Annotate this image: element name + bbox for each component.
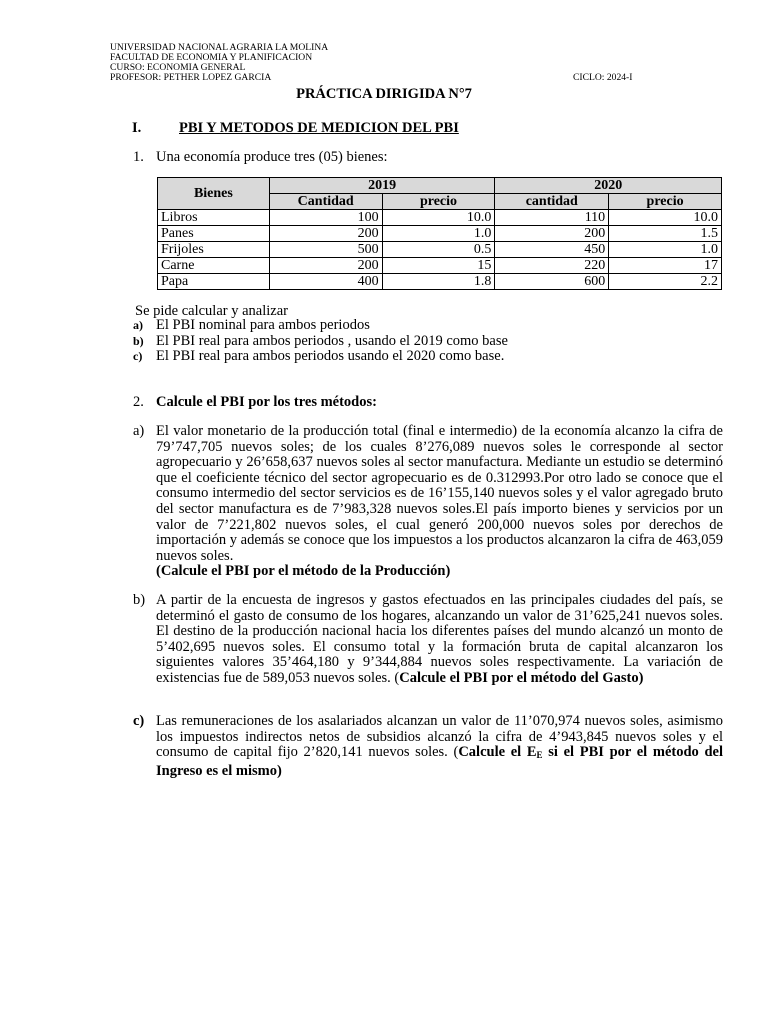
page-title: PRÁCTICA DIRIGIDA N°7 — [296, 86, 472, 102]
question-1-number: 1. — [133, 149, 144, 165]
paragraph-body — [156, 424, 723, 580]
cell-q2020: 600 — [495, 274, 609, 290]
header-precio-2020: precio — [609, 194, 722, 210]
cell-q2020: 200 — [495, 226, 609, 242]
cell-q2019: 400 — [269, 274, 382, 290]
question-2 — [133, 394, 377, 411]
table-header-row — [158, 178, 722, 194]
item-marker: c) — [133, 349, 143, 364]
cell-p2019: 10.0 — [382, 210, 495, 226]
cell-p2019: 0.5 — [382, 242, 495, 258]
cell-p2019: 1.0 — [382, 226, 495, 242]
cell-p2020: 1.0 — [609, 242, 722, 258]
paragraph-text: A partir de la encuesta de ingresos y gastos efectuados en las principales ciudades del país, se determinó el gasto de consumo de los hogares, alcanzando un valor de 31’625,241 nuevos soles. El destino de la producción nacional hacia los diferentes países del mundo alcanzó un monto de 5’402,695 nuevos soles. El consumo total y la formación bruta de capital alcanzaron los siguientes valores 35’464,180 y 9’344,884 nuevos soles respectivamente. La variación de existencias fue de 589,053 nuevos soles. ( — [156, 592, 723, 686]
item-marker: a) — [133, 318, 143, 332]
question-1-items — [133, 318, 508, 365]
goods-table — [157, 177, 722, 290]
cell-q2020: 450 — [495, 242, 609, 258]
question-2-number: 2. — [133, 394, 144, 410]
cell-p2020: 1.5 — [609, 226, 722, 242]
instruction-subscript: E — [536, 750, 543, 761]
cell-good: Frijoles — [158, 242, 270, 258]
question-2c — [133, 714, 723, 779]
question-1-intro: Se pide calcular y analizar — [135, 303, 288, 319]
cell-q2019: 100 — [269, 210, 382, 226]
cell-p2019: 1.8 — [382, 274, 495, 290]
paragraph-text: Las remuneraciones de los asalariados alcanzan un valor de 11’070,974 nuevos soles, asimismo los impuestos indirectos netos de subsidios alcanzó la cifra de 4’943,845 nuevos soles y el consumo de capital fijo 2’820,141 nuevos soles. ( — [156, 713, 723, 761]
item-marker: b) — [133, 592, 146, 608]
list-item — [133, 318, 508, 334]
question-1 — [133, 149, 388, 166]
cell-good: Carne — [158, 258, 270, 274]
header-cantidad-2019: Cantidad — [269, 194, 382, 210]
header-year-2019: 2019 — [269, 178, 495, 194]
item-text: El PBI nominal para ambos periodos — [156, 317, 370, 333]
university-name: UNIVERSIDAD NACIONAL AGRARIA LA MOLINA — [110, 42, 329, 53]
table-row — [158, 274, 722, 290]
header-bienes: Bienes — [158, 178, 270, 210]
question-1-text: Una economía produce tres (05) bienes: — [156, 149, 388, 165]
cell-good: Panes — [158, 226, 270, 242]
section-number: I. — [132, 120, 142, 136]
cycle-label: CICLO: 2024-I — [573, 72, 633, 83]
cell-p2020: 17 — [609, 258, 722, 274]
table-row — [158, 258, 722, 274]
item-marker: a) — [133, 423, 145, 439]
item-text: El PBI real para ambos periodos , usando el 2019 como base — [156, 332, 508, 349]
question-2a — [133, 424, 723, 580]
cell-p2019: 15 — [382, 258, 495, 274]
paragraph-body — [156, 714, 723, 779]
instruction-part-a: Calcule el E — [458, 744, 537, 761]
section-heading — [132, 120, 459, 137]
cell-p2020: 2.2 — [609, 274, 722, 290]
cell-q2019: 500 — [269, 242, 382, 258]
paragraph-body — [156, 593, 723, 687]
table-row — [158, 210, 722, 226]
cell-good: Papa — [158, 274, 270, 290]
header-cantidad-2020: cantidad — [495, 194, 609, 210]
cell-q2019: 200 — [269, 258, 382, 274]
cell-p2020: 10.0 — [609, 210, 722, 226]
table-row — [158, 226, 722, 242]
question-2b — [133, 593, 723, 687]
paragraph-instruction: Calcule el PBI por el método del Gasto) — [399, 669, 644, 686]
instruction-part-b: si el PBI por el método del Ingreso es el mismo) — [156, 744, 723, 779]
course-name: CURSO: ECONOMIA GENERAL — [110, 62, 246, 73]
cell-good: Libros — [158, 210, 270, 226]
paragraph-text: El valor monetario de la producción total (final e intermedio) de la economía alcanzo la cifra de 79’747,705 nuevos soles; de los cuales 8’276,089 nuevos soles le corresponde al sector agropecuario y 26’658,637 nuevos soles al sector manufactura. Mediante un estudio se determinó que el coeficiente técnico del sector agropecuario es de 0.312993.Por otro lado se conoce que el consumo intermedio del sector servicios es de 16’155,140 nuevos soles y el valor agregado bruto del sector manufactura es de 7’983,328 nuevos soles.El país importo bienes y servicios por un valor de 7’221,802 nuevos soles, el cual generó 200,000 nuevos soles por derechos de importación y además se conoce que los impuestos a los productos alcanzaron la cifra de 463,059 nuevos soles. — [156, 423, 723, 564]
header-year-2020: 2020 — [495, 178, 722, 194]
professor-name: PROFESOR: PETHER LOPEZ GARCIA — [110, 72, 272, 83]
item-marker: b) — [133, 333, 144, 348]
cell-q2020: 220 — [495, 258, 609, 274]
item-marker: c) — [133, 713, 145, 729]
list-item — [133, 349, 508, 365]
paragraph-instruction: (Calcule el PBI por el método de la Producción) — [156, 563, 451, 580]
list-item — [133, 334, 508, 350]
section-title: PBI Y METODOS DE MEDICION DEL PBI — [179, 120, 459, 136]
header-precio-2019: precio — [382, 194, 495, 210]
faculty-name: FACULTAD DE ECONOMIA Y PLANIFICACION — [110, 52, 313, 63]
table-row — [158, 242, 722, 258]
question-2-title: Calcule el PBI por los tres métodos: — [156, 394, 377, 410]
cell-q2019: 200 — [269, 226, 382, 242]
item-text: El PBI real para ambos periodos usando el 2020 como base. — [156, 348, 505, 365]
document-header — [110, 43, 328, 83]
cell-q2020: 110 — [495, 210, 609, 226]
